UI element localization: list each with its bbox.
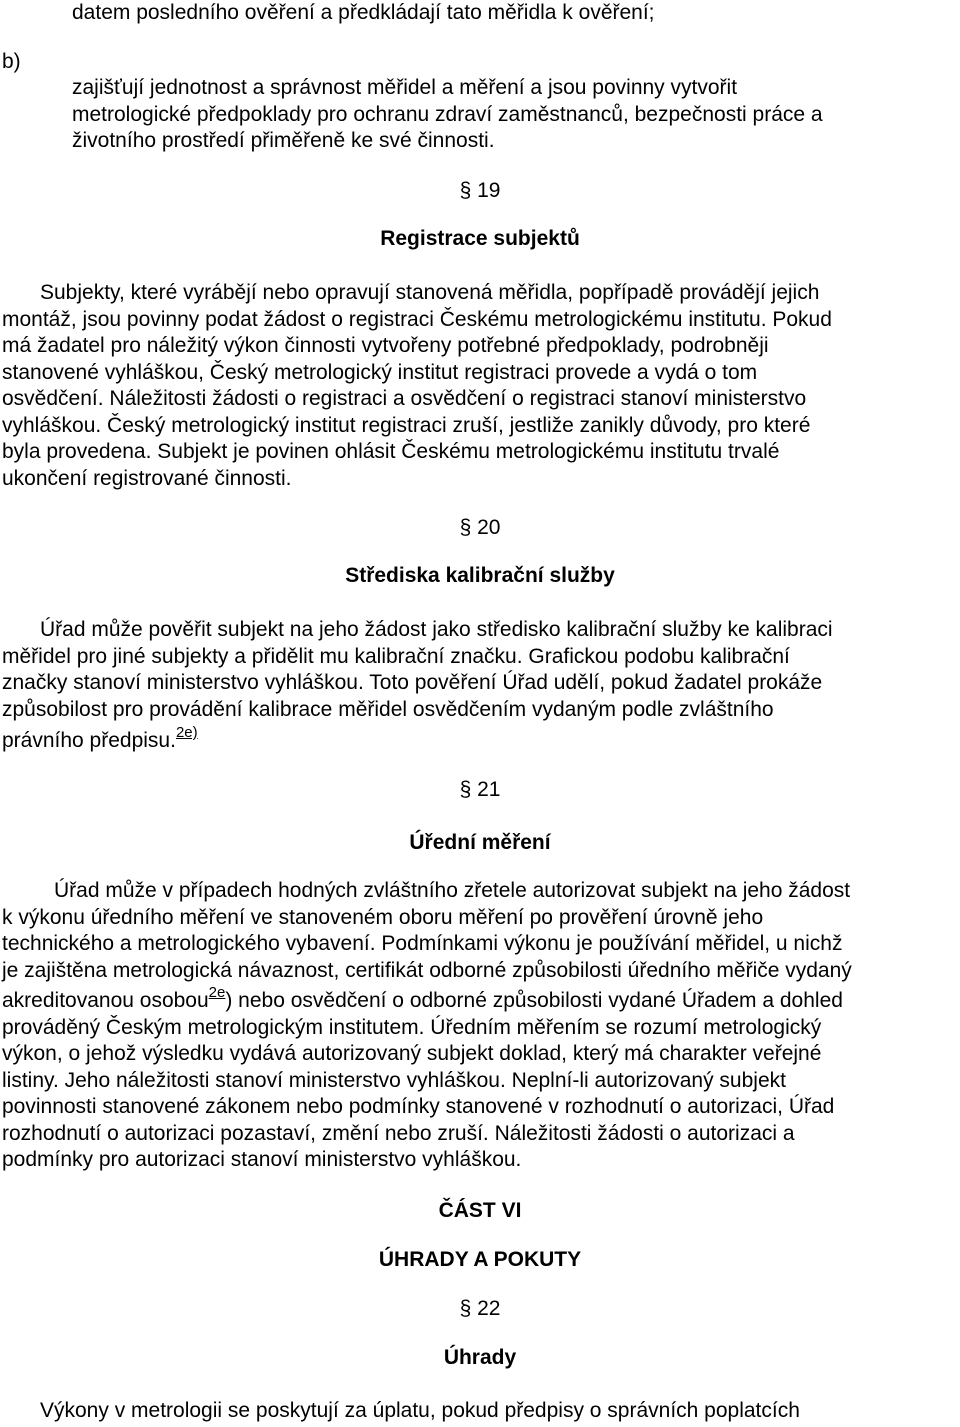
text-line: podmínky pro autorizaci stanoví ministerstvo vyhláškou.	[2, 1148, 522, 1171]
text-line	[2, 724, 952, 755]
text-fragment: ) nebo osvědčení o odborné způsobilosti vydané Úřadem a dohled	[225, 989, 843, 1012]
text-line: stanovené vyhláškou, Český metrologický institut registraci provede a vydá o tom	[2, 360, 758, 384]
text-line: montáž, jsou povinny podat žádost o registraci Českému metrologickému institutu. Pokud	[2, 307, 832, 331]
section-title-20: Střediska kalibrační služby	[345, 564, 615, 587]
text-line: životního prostředí přiměřeně ke své činnosti.	[72, 129, 495, 152]
section-title-22: Úhrady	[443, 1346, 517, 1369]
text-line: má žadatel pro náležitý výkon činnosti vytvořeny potřebné předpoklady, podrobněji	[2, 334, 769, 357]
section-number-19: § 19	[459, 179, 501, 202]
section-title-19: Registrace subjektů	[380, 227, 580, 250]
text-line: Subjekty, které vyrábějí nebo opravují stanovená měřidla, popřípadě provádějí jejich	[40, 281, 820, 304]
text-line: zajišťují jednotnost a správnost měřidel a měření a jsou povinny vytvořit	[72, 76, 738, 99]
item-b-label: b)	[2, 50, 21, 73]
text-line: povinnosti stanovené zákonem nebo podmínky stanovené v rozhodnutí o autorizaci, Úřad	[2, 1095, 835, 1118]
text-line: značky stanoví ministerstvo vyhláškou. Toto pověření Úřad udělí, pokud žadatel prokáže	[2, 671, 823, 694]
part-title: ÚHRADY A POKUTY	[378, 1248, 582, 1271]
intro-line: datem posledního ověření a předkládají tato měřidla k ověření;	[72, 1, 655, 24]
text-line: metrologické předpoklady pro ochranu zdraví zaměstnanců, bezpečnosti práce a	[72, 102, 823, 126]
text-line: ukončení registrované činnosti.	[2, 466, 292, 490]
text-line: prováděný Českým metrologickým institutem. Úředním měřením se rozumí metrologický	[2, 1015, 822, 1039]
text-line	[2, 984, 952, 1015]
text-line: výkon, o jehož výsledku vydává autorizovaný subjekt doklad, který má charakter veřejné	[2, 1042, 822, 1065]
part-heading: ČÁST VI	[438, 1199, 522, 1222]
text-line: osvědčení. Náležitosti žádosti o registraci a osvědčení o registraci stanoví ministerstvo	[2, 387, 807, 410]
text-line: vyhláškou. Český metrologický institut registraci zruší, jestliže zanikly důvody, pro které	[2, 413, 811, 437]
text-fragment: akreditovanou osobou	[2, 989, 209, 1012]
text-line: rozhodnutí o autorizaci pozastaví, změní nebo zruší. Náležitosti žádosti o autorizaci a	[2, 1121, 795, 1145]
text-line: Úřad může v případech hodných zvláštního zřetele autorizovat subjekt na jeho žádost	[54, 879, 851, 902]
section-22-first-line: Výkony v metrologii se poskytují za úplatu, pokud předpisy o správních poplatcích	[40, 1399, 800, 1422]
section-number-20: § 20	[459, 516, 501, 539]
text-line: technického a metrologického vybavení. Podmínkami výkonu je používání měřidel, u nichž	[2, 932, 843, 955]
text-line: listiny. Jeho náležitosti stanoví ministerstvo vyhláškou. Neplní-li autorizovaný subjekt	[2, 1068, 786, 1092]
text-line: způsobilost pro provádění kalibrace měřidel osvědčením vydaným podle zvláštního	[2, 697, 774, 721]
text-line: měřidel pro jiné subjekty a přidělit mu kalibrační značku. Grafickou podobu kalibrační	[2, 644, 790, 668]
section-20-paragraph	[2, 617, 952, 755]
footnote-reference[interactable]: 2e)	[175, 724, 198, 741]
text-line: byla provedena. Subjekt je povinen ohlásit Českému metrologickému institutu trvalé	[2, 440, 780, 463]
text-line: Úřad může pověřit subjekt na jeho žádost jako středisko kalibrační služby ke kalibraci	[40, 618, 833, 641]
section-number-22: § 22	[459, 1297, 501, 1320]
text-line: je zajištěna metrologická návaznost, certifikát odborné způsobilosti úředního měřiče vydaný	[2, 958, 852, 982]
item-b-text	[72, 75, 823, 155]
section-21-paragraph	[2, 878, 952, 1174]
section-number-21: § 21	[459, 778, 501, 801]
text-line: k výkonu úředního měření ve stanoveném oboru měření po prověření úrovně jeho	[2, 905, 764, 929]
footnote-reference[interactable]: 2e	[208, 984, 226, 1001]
text-fragment: právního předpisu.	[2, 729, 176, 752]
section-19-paragraph	[2, 280, 952, 492]
section-title-21: Úřední měření	[409, 831, 551, 854]
